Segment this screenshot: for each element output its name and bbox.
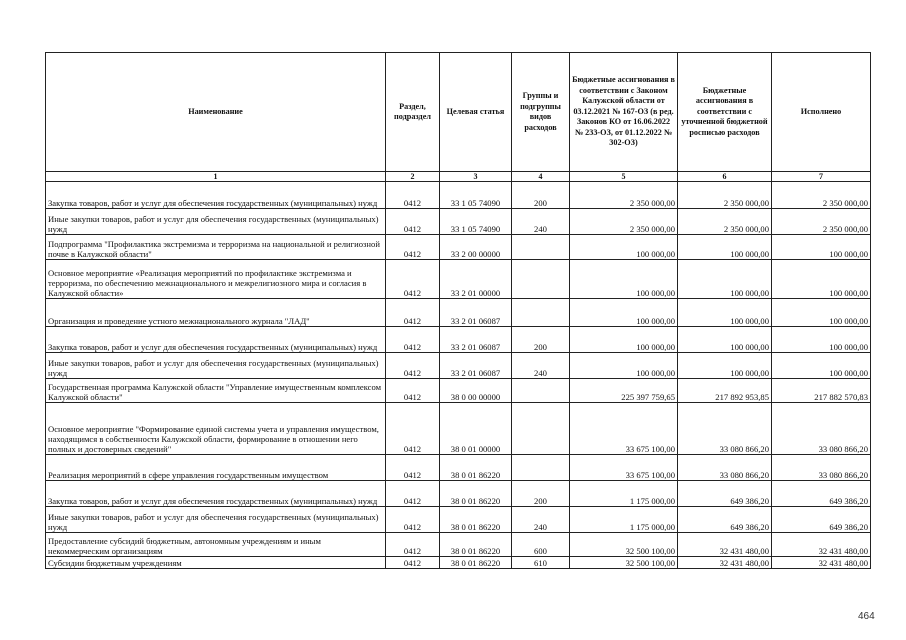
row-name: Подпрограмма "Профилактика экстремизма и терроризма на национальной и религиозной почве в Калужской области" (46, 235, 386, 260)
row-expense-group: 200 (512, 182, 570, 209)
row-expense-group (512, 260, 570, 299)
table-row (46, 209, 871, 235)
row-section: 0412 (386, 235, 440, 260)
row-target-article: 38 0 01 86220 (440, 557, 512, 569)
row-target-article: 33 1 05 74090 (440, 182, 512, 209)
row-law-allocation: 2 350 000,00 (570, 209, 678, 235)
row-law-allocation: 225 397 759,65 (570, 379, 678, 403)
row-executed: 649 386,20 (772, 507, 871, 533)
table-row (46, 403, 871, 455)
column-number: 1 (46, 172, 386, 182)
row-expense-group (512, 379, 570, 403)
row-expense-group: 600 (512, 533, 570, 557)
row-target-article: 38 0 01 86220 (440, 455, 512, 481)
header-section: Раздел, подраздел (386, 53, 440, 172)
row-roster-allocation: 33 080 866,20 (678, 403, 772, 455)
row-roster-allocation: 649 386,20 (678, 481, 772, 507)
row-name: Предоставление субсидий бюджетным, автономным учреждениям и иным некоммерческим организациям (46, 533, 386, 557)
row-target-article: 33 2 01 00000 (440, 260, 512, 299)
row-expense-group: 240 (512, 353, 570, 379)
table-row (46, 299, 871, 327)
row-executed: 100 000,00 (772, 260, 871, 299)
row-target-article: 33 2 01 06087 (440, 327, 512, 353)
header-roster-allocation: Бюджетные ассигнования в соответствии с уточненной бюджетной росписью расходов (678, 53, 772, 172)
column-number-row (46, 172, 871, 182)
row-target-article: 33 2 00 00000 (440, 235, 512, 260)
header-target-article: Целевая статья (440, 53, 512, 172)
row-executed: 649 386,20 (772, 481, 871, 507)
budget-table (45, 52, 871, 569)
table-row (46, 557, 871, 569)
row-name: Закупка товаров, работ и услуг для обеспечения государственных (муниципальных) нужд (46, 481, 386, 507)
row-name: Государственная программа Калужской области "Управление имущественным комплексом Калужской области" (46, 379, 386, 403)
row-target-article: 38 0 01 86220 (440, 507, 512, 533)
header-executed: Исполнено (772, 53, 871, 172)
row-roster-allocation: 32 431 480,00 (678, 533, 772, 557)
row-section: 0412 (386, 481, 440, 507)
column-number: 2 (386, 172, 440, 182)
row-law-allocation: 33 675 100,00 (570, 455, 678, 481)
header-expense-group: Группы и подгруппы видов расходов (512, 53, 570, 172)
row-expense-group: 610 (512, 557, 570, 569)
row-section: 0412 (386, 260, 440, 299)
row-target-article: 33 1 05 74090 (440, 209, 512, 235)
row-section: 0412 (386, 353, 440, 379)
row-name: Закупка товаров, работ и услуг для обеспечения государственных (муниципальных) нужд (46, 182, 386, 209)
column-number: 6 (678, 172, 772, 182)
row-expense-group (512, 403, 570, 455)
page-number: 464 (858, 611, 875, 622)
table-row (46, 481, 871, 507)
table-row (46, 235, 871, 260)
row-expense-group: 200 (512, 327, 570, 353)
row-law-allocation: 33 675 100,00 (570, 403, 678, 455)
row-law-allocation: 100 000,00 (570, 299, 678, 327)
table-row (46, 327, 871, 353)
row-expense-group: 240 (512, 209, 570, 235)
row-roster-allocation: 32 431 480,00 (678, 557, 772, 569)
row-name: Реализация мероприятий в сфере управления государственным имуществом (46, 455, 386, 481)
row-roster-allocation: 2 350 000,00 (678, 209, 772, 235)
row-roster-allocation: 100 000,00 (678, 235, 772, 260)
row-law-allocation: 100 000,00 (570, 353, 678, 379)
row-name: Основное мероприятие "Формирование единой системы учета и управления имуществом, находящимся в собственности Калужской области, формирование в отношении него полных и достоверных сведений" (46, 403, 386, 455)
row-section: 0412 (386, 182, 440, 209)
row-law-allocation: 32 500 100,00 (570, 557, 678, 569)
row-target-article: 38 0 01 86220 (440, 481, 512, 507)
row-executed: 100 000,00 (772, 327, 871, 353)
table-row (46, 533, 871, 557)
row-target-article: 33 2 01 06087 (440, 353, 512, 379)
table-header-row (46, 53, 871, 172)
row-section: 0412 (386, 507, 440, 533)
header-name: Наименование (46, 53, 386, 172)
row-expense-group (512, 235, 570, 260)
row-name: Субсидии бюджетным учреждениям (46, 557, 386, 569)
row-section: 0412 (386, 455, 440, 481)
row-law-allocation: 2 350 000,00 (570, 182, 678, 209)
column-number: 4 (512, 172, 570, 182)
row-section: 0412 (386, 403, 440, 455)
table-row (46, 182, 871, 209)
row-roster-allocation: 217 892 953,85 (678, 379, 772, 403)
row-executed: 2 350 000,00 (772, 182, 871, 209)
row-section: 0412 (386, 557, 440, 569)
row-roster-allocation: 2 350 000,00 (678, 182, 772, 209)
row-target-article: 38 0 01 86220 (440, 533, 512, 557)
row-section: 0412 (386, 299, 440, 327)
table-row (46, 507, 871, 533)
row-name: Иные закупки товаров, работ и услуг для обеспечения государственных (муниципальных) нужд (46, 353, 386, 379)
row-roster-allocation: 100 000,00 (678, 260, 772, 299)
row-name: Организация и проведение устного межнационального журнала "ЛАД" (46, 299, 386, 327)
row-section: 0412 (386, 379, 440, 403)
row-expense-group: 240 (512, 507, 570, 533)
row-roster-allocation: 33 080 866,20 (678, 455, 772, 481)
row-section: 0412 (386, 533, 440, 557)
row-target-article: 33 2 01 06087 (440, 299, 512, 327)
row-executed: 100 000,00 (772, 353, 871, 379)
row-roster-allocation: 100 000,00 (678, 353, 772, 379)
row-executed: 32 431 480,00 (772, 533, 871, 557)
row-law-allocation: 100 000,00 (570, 260, 678, 299)
header-law-allocation: Бюджетные ассигнования в соответствии с Законом Калужской области от 03.12.2021 № 167-ОЗ (в ред. Законов КО от 16.06.2022 № 233-ОЗ, от 01.12.2022 № 302-ОЗ) (570, 53, 678, 172)
row-expense-group (512, 299, 570, 327)
row-roster-allocation: 649 386,20 (678, 507, 772, 533)
row-section: 0412 (386, 209, 440, 235)
row-section: 0412 (386, 327, 440, 353)
row-name: Закупка товаров, работ и услуг для обеспечения государственных (муниципальных) нужд (46, 327, 386, 353)
row-executed: 2 350 000,00 (772, 209, 871, 235)
row-name: Иные закупки товаров, работ и услуг для обеспечения государственных (муниципальных) нужд (46, 507, 386, 533)
row-target-article: 38 0 01 00000 (440, 403, 512, 455)
table-row (46, 353, 871, 379)
table-row (46, 260, 871, 299)
row-law-allocation: 1 175 000,00 (570, 481, 678, 507)
row-law-allocation: 32 500 100,00 (570, 533, 678, 557)
table-row (46, 455, 871, 481)
row-executed: 217 882 570,83 (772, 379, 871, 403)
column-number: 5 (570, 172, 678, 182)
row-executed: 100 000,00 (772, 235, 871, 260)
row-law-allocation: 1 175 000,00 (570, 507, 678, 533)
table-row (46, 379, 871, 403)
row-target-article: 38 0 00 00000 (440, 379, 512, 403)
row-law-allocation: 100 000,00 (570, 327, 678, 353)
row-expense-group (512, 455, 570, 481)
column-number: 3 (440, 172, 512, 182)
row-roster-allocation: 100 000,00 (678, 327, 772, 353)
row-executed: 32 431 480,00 (772, 557, 871, 569)
row-roster-allocation: 100 000,00 (678, 299, 772, 327)
row-law-allocation: 100 000,00 (570, 235, 678, 260)
row-executed: 33 080 866,20 (772, 455, 871, 481)
row-executed: 100 000,00 (772, 299, 871, 327)
row-name: Основное мероприятие «Реализация мероприятий по профилактике экстремизма и терроризма, по обеспечению межнационального и межрелигиозного мира и согласия в Калужской области» (46, 260, 386, 299)
budget-table-sheet (45, 52, 870, 569)
row-name: Иные закупки товаров, работ и услуг для обеспечения государственных (муниципальных) нужд (46, 209, 386, 235)
row-executed: 33 080 866,20 (772, 403, 871, 455)
column-number: 7 (772, 172, 871, 182)
row-expense-group: 200 (512, 481, 570, 507)
